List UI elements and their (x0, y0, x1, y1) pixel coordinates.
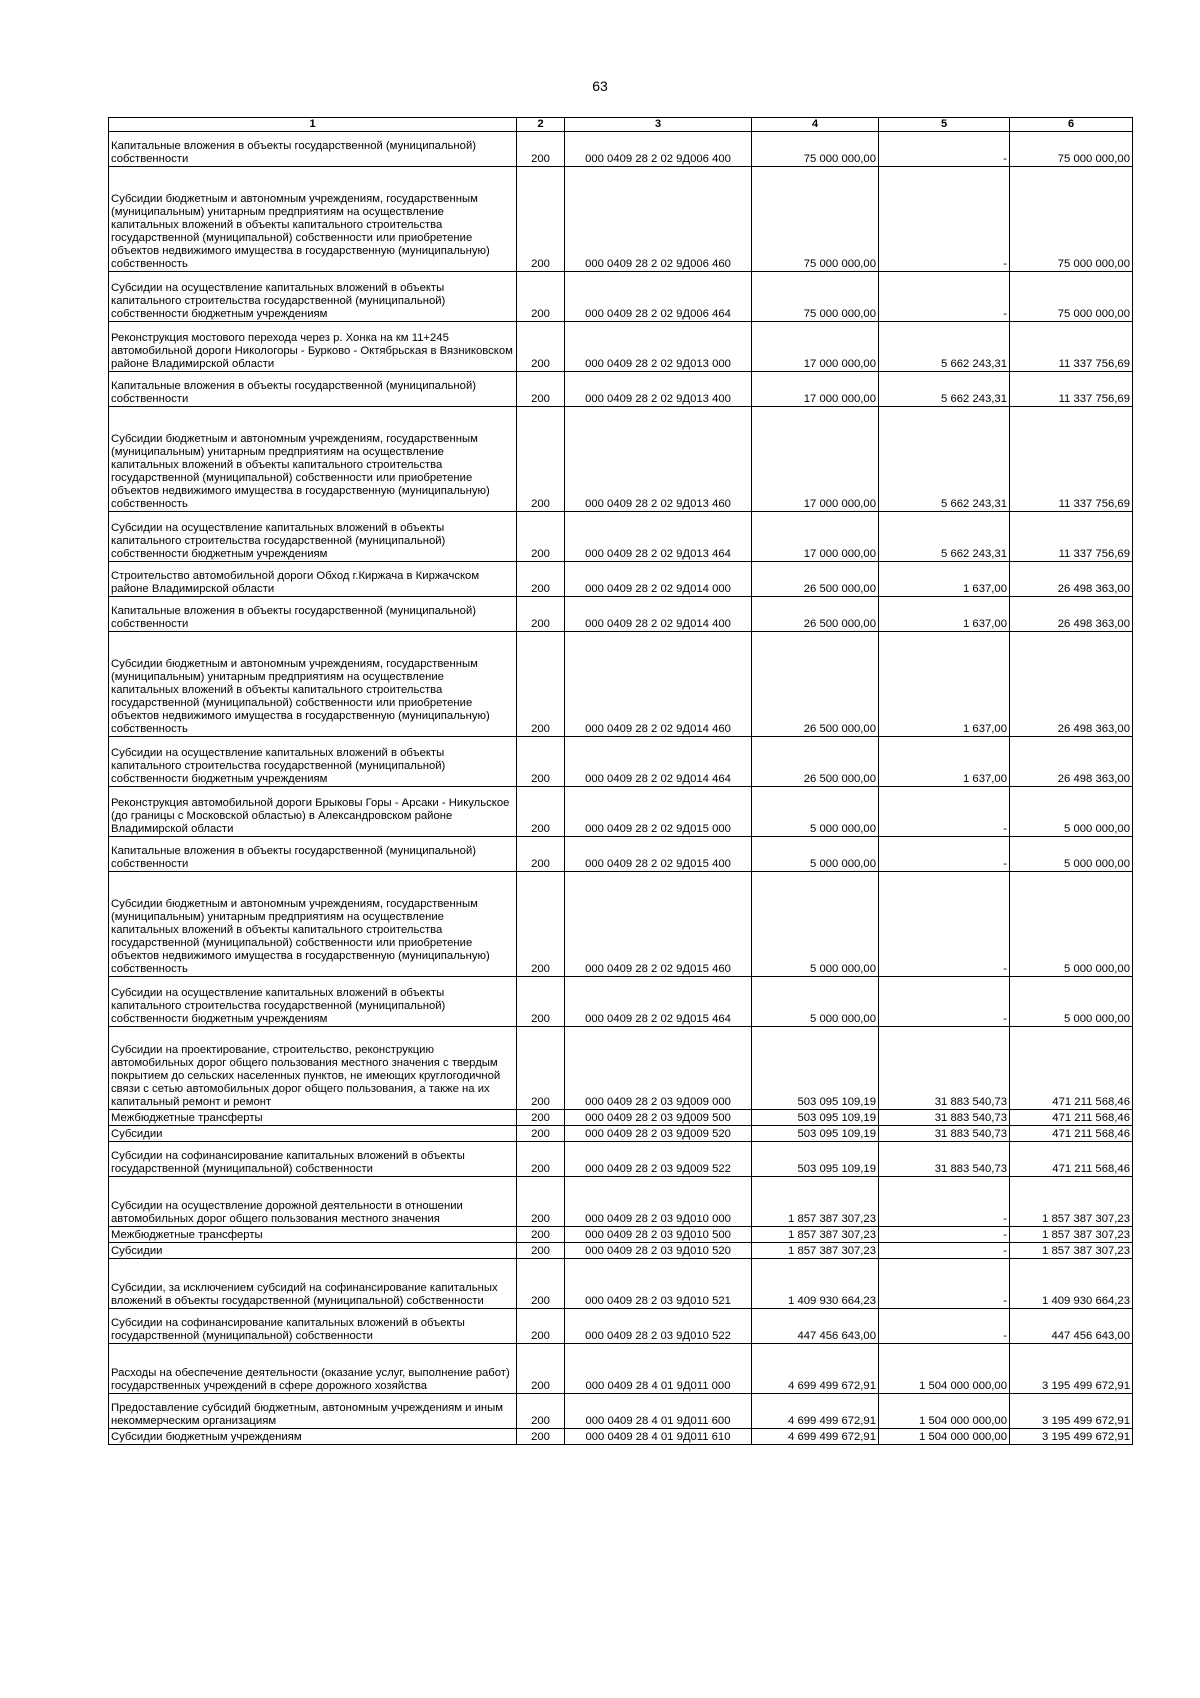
row-admin-code-cell: 200 (517, 1344, 565, 1394)
row-approved-amount-cell: 4 699 499 672,91 (752, 1344, 879, 1394)
row-admin-code-cell: 200 (517, 1243, 565, 1259)
row-remaining-amount-cell: 5 000 000,00 (1010, 837, 1133, 872)
row-name-cell: Субсидии на проектирование, строительство, реконструкцию автомобильных дорог общего пользования местного значения с твердым покрытием до сельских населенных пунктов, не имеющих круглогодичной связи с сетью автомобильных дорог общего пользования, а также на их капитальный ремонт и ремонт (109, 1027, 517, 1110)
row-executed-amount-cell: - (879, 872, 1010, 977)
row-admin-code-cell: 200 (517, 272, 565, 322)
table-row (109, 272, 1133, 322)
table-row (109, 167, 1133, 272)
row-approved-amount-cell: 5 000 000,00 (752, 787, 879, 837)
row-approved-amount-cell: 75 000 000,00 (752, 272, 879, 322)
row-classification-code-cell: 000 0409 28 2 02 9Д014 464 (565, 737, 752, 787)
row-remaining-amount-cell: 11 337 756,69 (1010, 372, 1133, 407)
row-name-cell: Субсидии на осуществление капитальных вложений в объекты капитального строительства государственной (муниципальной) собственности бюджетным учреждениям (109, 512, 517, 562)
row-executed-amount-cell: - (879, 1309, 1010, 1344)
row-remaining-amount-cell: 3 195 499 672,91 (1010, 1429, 1133, 1445)
row-name-cell: Межбюджетные трансферты (109, 1227, 517, 1243)
row-classification-code-cell: 000 0409 28 2 02 9Д015 000 (565, 787, 752, 837)
row-approved-amount-cell: 4 699 499 672,91 (752, 1429, 879, 1445)
row-classification-code-cell: 000 0409 28 2 03 9Д009 500 (565, 1110, 752, 1126)
row-admin-code-cell: 200 (517, 787, 565, 837)
row-name-cell: Субсидии бюджетным и автономным учреждениям, государственным (муниципальным) унитарным предприятиям на осуществление капитальных вложений в объекты капитального строительства государственной (муниципальной) собственности или приобретение объектов недвижимого имущества в государственную (муниципальную) собственность (109, 872, 517, 977)
column-header: 1 (109, 118, 517, 132)
row-classification-code-cell: 000 0409 28 2 02 9Д013 000 (565, 322, 752, 372)
row-remaining-amount-cell: 1 857 387 307,23 (1010, 1177, 1133, 1227)
row-executed-amount-cell: 1 637,00 (879, 597, 1010, 632)
table-row (109, 1126, 1133, 1142)
row-classification-code-cell: 000 0409 28 2 02 9Д014 000 (565, 562, 752, 597)
row-approved-amount-cell: 17 000 000,00 (752, 407, 879, 512)
row-remaining-amount-cell: 5 000 000,00 (1010, 787, 1133, 837)
row-remaining-amount-cell: 26 498 363,00 (1010, 597, 1133, 632)
row-name-cell: Субсидии бюджетным и автономным учреждениям, государственным (муниципальным) унитарным предприятиям на осуществление капитальных вложений в объекты капитального строительства государственной (муниципальной) собственности или приобретение объектов недвижимого имущества в государственную (муниципальную) собственность (109, 407, 517, 512)
table-row (109, 787, 1133, 837)
row-admin-code-cell: 200 (517, 372, 565, 407)
row-admin-code-cell: 200 (517, 1177, 565, 1227)
row-approved-amount-cell: 1 409 930 664,23 (752, 1259, 879, 1309)
row-classification-code-cell: 000 0409 28 2 02 9Д006 464 (565, 272, 752, 322)
row-admin-code-cell: 200 (517, 1126, 565, 1142)
row-approved-amount-cell: 26 500 000,00 (752, 597, 879, 632)
row-name-cell: Предоставление субсидий бюджетным, автономным учреждениям и иным некоммерческим организациям (109, 1394, 517, 1429)
table-row (109, 872, 1133, 977)
table-row (109, 372, 1133, 407)
row-name-cell: Реконструкция автомобильной дороги Брыковы Горы - Арсаки - Никульское (до границы с Московской областью) в Александровском районе Владимирской области (109, 787, 517, 837)
table-row (109, 837, 1133, 872)
row-classification-code-cell: 000 0409 28 2 03 9Д009 522 (565, 1142, 752, 1177)
table-row (109, 1177, 1133, 1227)
row-admin-code-cell: 200 (517, 1027, 565, 1110)
row-name-cell: Расходы на обеспечение деятельности (оказание услуг, выполнение работ) государственных учреждений в сфере дорожного хозяйства (109, 1344, 517, 1394)
row-executed-amount-cell: 1 637,00 (879, 632, 1010, 737)
row-approved-amount-cell: 503 095 109,19 (752, 1027, 879, 1110)
row-remaining-amount-cell: 471 211 568,46 (1010, 1110, 1133, 1126)
row-remaining-amount-cell: 447 456 643,00 (1010, 1309, 1133, 1344)
row-executed-amount-cell: - (879, 1259, 1010, 1309)
row-classification-code-cell: 000 0409 28 2 02 9Д006 460 (565, 167, 752, 272)
row-approved-amount-cell: 5 000 000,00 (752, 977, 879, 1027)
row-approved-amount-cell: 503 095 109,19 (752, 1142, 879, 1177)
table-row (109, 1429, 1133, 1445)
table-row (109, 1142, 1133, 1177)
row-admin-code-cell: 200 (517, 1394, 565, 1429)
row-admin-code-cell: 200 (517, 322, 565, 372)
row-admin-code-cell: 200 (517, 837, 565, 872)
row-admin-code-cell: 200 (517, 132, 565, 167)
row-remaining-amount-cell: 1 857 387 307,23 (1010, 1227, 1133, 1243)
row-classification-code-cell: 000 0409 28 2 02 9Д013 460 (565, 407, 752, 512)
row-name-cell: Субсидии (109, 1243, 517, 1259)
row-remaining-amount-cell: 3 195 499 672,91 (1010, 1394, 1133, 1429)
row-classification-code-cell: 000 0409 28 2 02 9Д015 464 (565, 977, 752, 1027)
row-executed-amount-cell: - (879, 167, 1010, 272)
row-classification-code-cell: 000 0409 28 2 02 9Д006 400 (565, 132, 752, 167)
row-admin-code-cell: 200 (517, 632, 565, 737)
row-name-cell: Субсидии на софинансирование капитальных вложений в объекты государственной (муниципальной) собственности (109, 1309, 517, 1344)
row-approved-amount-cell: 5 000 000,00 (752, 872, 879, 977)
row-executed-amount-cell: 5 662 243,31 (879, 372, 1010, 407)
column-header: 3 (565, 118, 752, 132)
row-classification-code-cell: 000 0409 28 2 02 9Д015 460 (565, 872, 752, 977)
row-classification-code-cell: 000 0409 28 2 03 9Д010 522 (565, 1309, 752, 1344)
row-executed-amount-cell: 5 662 243,31 (879, 322, 1010, 372)
row-approved-amount-cell: 503 095 109,19 (752, 1110, 879, 1126)
row-approved-amount-cell: 1 857 387 307,23 (752, 1243, 879, 1259)
row-approved-amount-cell: 26 500 000,00 (752, 632, 879, 737)
row-approved-amount-cell: 5 000 000,00 (752, 837, 879, 872)
row-classification-code-cell: 000 0409 28 2 02 9Д013 464 (565, 512, 752, 562)
row-classification-code-cell: 000 0409 28 2 03 9Д010 521 (565, 1259, 752, 1309)
row-admin-code-cell: 200 (517, 1259, 565, 1309)
row-executed-amount-cell: 31 883 540,73 (879, 1027, 1010, 1110)
row-executed-amount-cell: 1 504 000 000,00 (879, 1394, 1010, 1429)
row-name-cell: Субсидии, за исключением субсидий на софинансирование капитальных вложений в объекты государственной (муниципальной) собственности (109, 1259, 517, 1309)
row-executed-amount-cell: 31 883 540,73 (879, 1142, 1010, 1177)
row-executed-amount-cell: - (879, 1177, 1010, 1227)
row-executed-amount-cell: - (879, 837, 1010, 872)
table-row (109, 322, 1133, 372)
row-remaining-amount-cell: 26 498 363,00 (1010, 737, 1133, 787)
table-row (109, 512, 1133, 562)
row-classification-code-cell: 000 0409 28 2 02 9Д014 400 (565, 597, 752, 632)
row-name-cell: Субсидии на софинансирование капитальных вложений в объекты государственной (муниципальной) собственности (109, 1142, 517, 1177)
row-executed-amount-cell: 31 883 540,73 (879, 1110, 1010, 1126)
row-approved-amount-cell: 1 857 387 307,23 (752, 1177, 879, 1227)
row-executed-amount-cell: - (879, 1227, 1010, 1243)
row-admin-code-cell: 200 (517, 1227, 565, 1243)
row-classification-code-cell: 000 0409 28 2 02 9Д015 400 (565, 837, 752, 872)
table-row (109, 1394, 1133, 1429)
table-row (109, 1259, 1133, 1309)
row-admin-code-cell: 200 (517, 407, 565, 512)
row-remaining-amount-cell: 1 409 930 664,23 (1010, 1259, 1133, 1309)
column-header: 6 (1010, 118, 1133, 132)
row-name-cell: Капитальные вложения в объекты государственной (муниципальной) собственности (109, 372, 517, 407)
row-admin-code-cell: 200 (517, 597, 565, 632)
row-remaining-amount-cell: 471 211 568,46 (1010, 1027, 1133, 1110)
row-executed-amount-cell: - (879, 1243, 1010, 1259)
table-row (109, 597, 1133, 632)
table-row (109, 1309, 1133, 1344)
row-admin-code-cell: 200 (517, 872, 565, 977)
row-remaining-amount-cell: 11 337 756,69 (1010, 512, 1133, 562)
row-approved-amount-cell: 4 699 499 672,91 (752, 1394, 879, 1429)
row-name-cell: Субсидии бюджетным и автономным учреждениям, государственным (муниципальным) унитарным предприятиям на осуществление капитальных вложений в объекты капитального строительства государственной (муниципальной) собственности или приобретение объектов недвижимого имущества в государственную (муниципальную) собственность (109, 632, 517, 737)
row-admin-code-cell: 200 (517, 1142, 565, 1177)
row-classification-code-cell: 000 0409 28 2 03 9Д009 000 (565, 1027, 752, 1110)
table-row (109, 1243, 1133, 1259)
row-approved-amount-cell: 26 500 000,00 (752, 562, 879, 597)
row-classification-code-cell: 000 0409 28 4 01 9Д011 600 (565, 1394, 752, 1429)
row-approved-amount-cell: 1 857 387 307,23 (752, 1227, 879, 1243)
row-classification-code-cell: 000 0409 28 4 01 9Д011 610 (565, 1429, 752, 1445)
row-remaining-amount-cell: 26 498 363,00 (1010, 632, 1133, 737)
table-row (109, 1027, 1133, 1110)
row-remaining-amount-cell: 75 000 000,00 (1010, 132, 1133, 167)
row-remaining-amount-cell: 471 211 568,46 (1010, 1142, 1133, 1177)
row-remaining-amount-cell: 1 857 387 307,23 (1010, 1243, 1133, 1259)
row-name-cell: Субсидии (109, 1126, 517, 1142)
row-classification-code-cell: 000 0409 28 2 03 9Д010 520 (565, 1243, 752, 1259)
header-row (109, 118, 1133, 132)
row-executed-amount-cell: 31 883 540,73 (879, 1126, 1010, 1142)
row-remaining-amount-cell: 3 195 499 672,91 (1010, 1344, 1133, 1394)
row-classification-code-cell: 000 0409 28 4 01 9Д011 000 (565, 1344, 752, 1394)
table-row (109, 1110, 1133, 1126)
row-approved-amount-cell: 503 095 109,19 (752, 1126, 879, 1142)
row-name-cell: Субсидии на осуществление капитальных вложений в объекты капитального строительства государственной (муниципальной) собственности бюджетным учреждениям (109, 737, 517, 787)
row-admin-code-cell: 200 (517, 562, 565, 597)
row-approved-amount-cell: 17 000 000,00 (752, 322, 879, 372)
row-classification-code-cell: 000 0409 28 2 03 9Д009 520 (565, 1126, 752, 1142)
table-row (109, 132, 1133, 167)
row-name-cell: Капитальные вложения в объекты государственной (муниципальной) собственности (109, 597, 517, 632)
row-remaining-amount-cell: 5 000 000,00 (1010, 977, 1133, 1027)
row-approved-amount-cell: 17 000 000,00 (752, 372, 879, 407)
row-name-cell: Субсидии на осуществление капитальных вложений в объекты капитального строительства государственной (муниципальной) собственности бюджетным учреждениям (109, 977, 517, 1027)
row-name-cell: Строительство автомобильной дороги Обход г.Киржача в Киржачском районе Владимирской области (109, 562, 517, 597)
row-admin-code-cell: 200 (517, 1309, 565, 1344)
row-admin-code-cell: 200 (517, 737, 565, 787)
row-approved-amount-cell: 26 500 000,00 (752, 737, 879, 787)
row-executed-amount-cell: 5 662 243,31 (879, 407, 1010, 512)
table-row (109, 737, 1133, 787)
row-executed-amount-cell: 1 637,00 (879, 562, 1010, 597)
row-remaining-amount-cell: 75 000 000,00 (1010, 167, 1133, 272)
row-remaining-amount-cell: 75 000 000,00 (1010, 272, 1133, 322)
table-row (109, 977, 1133, 1027)
row-name-cell: Капитальные вложения в объекты государственной (муниципальной) собственности (109, 837, 517, 872)
row-remaining-amount-cell: 11 337 756,69 (1010, 322, 1133, 372)
row-remaining-amount-cell: 26 498 363,00 (1010, 562, 1133, 597)
row-classification-code-cell: 000 0409 28 2 02 9Д014 460 (565, 632, 752, 737)
column-header: 4 (752, 118, 879, 132)
row-approved-amount-cell: 75 000 000,00 (752, 132, 879, 167)
row-classification-code-cell: 000 0409 28 2 02 9Д013 400 (565, 372, 752, 407)
row-executed-amount-cell: 1 504 000 000,00 (879, 1344, 1010, 1394)
table-row (109, 562, 1133, 597)
row-admin-code-cell: 200 (517, 1429, 565, 1445)
row-classification-code-cell: 000 0409 28 2 03 9Д010 500 (565, 1227, 752, 1243)
row-executed-amount-cell: - (879, 977, 1010, 1027)
row-name-cell: Субсидии бюджетным учреждениям (109, 1429, 517, 1445)
page-number: 63 (592, 78, 608, 94)
table-row (109, 1344, 1133, 1394)
row-remaining-amount-cell: 11 337 756,69 (1010, 407, 1133, 512)
row-admin-code-cell: 200 (517, 167, 565, 272)
row-name-cell: Реконструкция мостового перехода через р. Хонка на км 11+245 автомобильной дороги Никологоры - Бурково - Октябрьская в Вязниковском районе Владимирской области (109, 322, 517, 372)
row-admin-code-cell: 200 (517, 977, 565, 1027)
row-name-cell: Субсидии бюджетным и автономным учреждениям, государственным (муниципальным) унитарным предприятиям на осуществление капитальных вложений в объекты капитального строительства государственной (муниципальной) собственности или приобретение объектов недвижимого имущества в государственную (муниципальную) собственность (109, 167, 517, 272)
row-name-cell: Субсидии на осуществление капитальных вложений в объекты капитального строительства государственной (муниципальной) собственности бюджетным учреждениям (109, 272, 517, 322)
row-approved-amount-cell: 75 000 000,00 (752, 167, 879, 272)
column-header: 5 (879, 118, 1010, 132)
row-remaining-amount-cell: 5 000 000,00 (1010, 872, 1133, 977)
table-row (109, 407, 1133, 512)
row-name-cell: Межбюджетные трансферты (109, 1110, 517, 1126)
row-executed-amount-cell: 5 662 243,31 (879, 512, 1010, 562)
row-name-cell: Капитальные вложения в объекты государственной (муниципальной) собственности (109, 132, 517, 167)
row-name-cell: Субсидии на осуществление дорожной деятельности в отношении автомобильных дорог общего пользования местного значения (109, 1177, 517, 1227)
table-row (109, 632, 1133, 737)
row-admin-code-cell: 200 (517, 1110, 565, 1126)
row-executed-amount-cell: 1 637,00 (879, 737, 1010, 787)
row-executed-amount-cell: 1 504 000 000,00 (879, 1429, 1010, 1445)
row-executed-amount-cell: - (879, 132, 1010, 167)
column-header: 2 (517, 118, 565, 132)
row-approved-amount-cell: 17 000 000,00 (752, 512, 879, 562)
row-approved-amount-cell: 447 456 643,00 (752, 1309, 879, 1344)
table-row (109, 1227, 1133, 1243)
row-classification-code-cell: 000 0409 28 2 03 9Д010 000 (565, 1177, 752, 1227)
row-remaining-amount-cell: 471 211 568,46 (1010, 1126, 1133, 1142)
row-executed-amount-cell: - (879, 272, 1010, 322)
row-executed-amount-cell: - (879, 787, 1010, 837)
budget-table (108, 117, 1133, 1445)
row-admin-code-cell: 200 (517, 512, 565, 562)
